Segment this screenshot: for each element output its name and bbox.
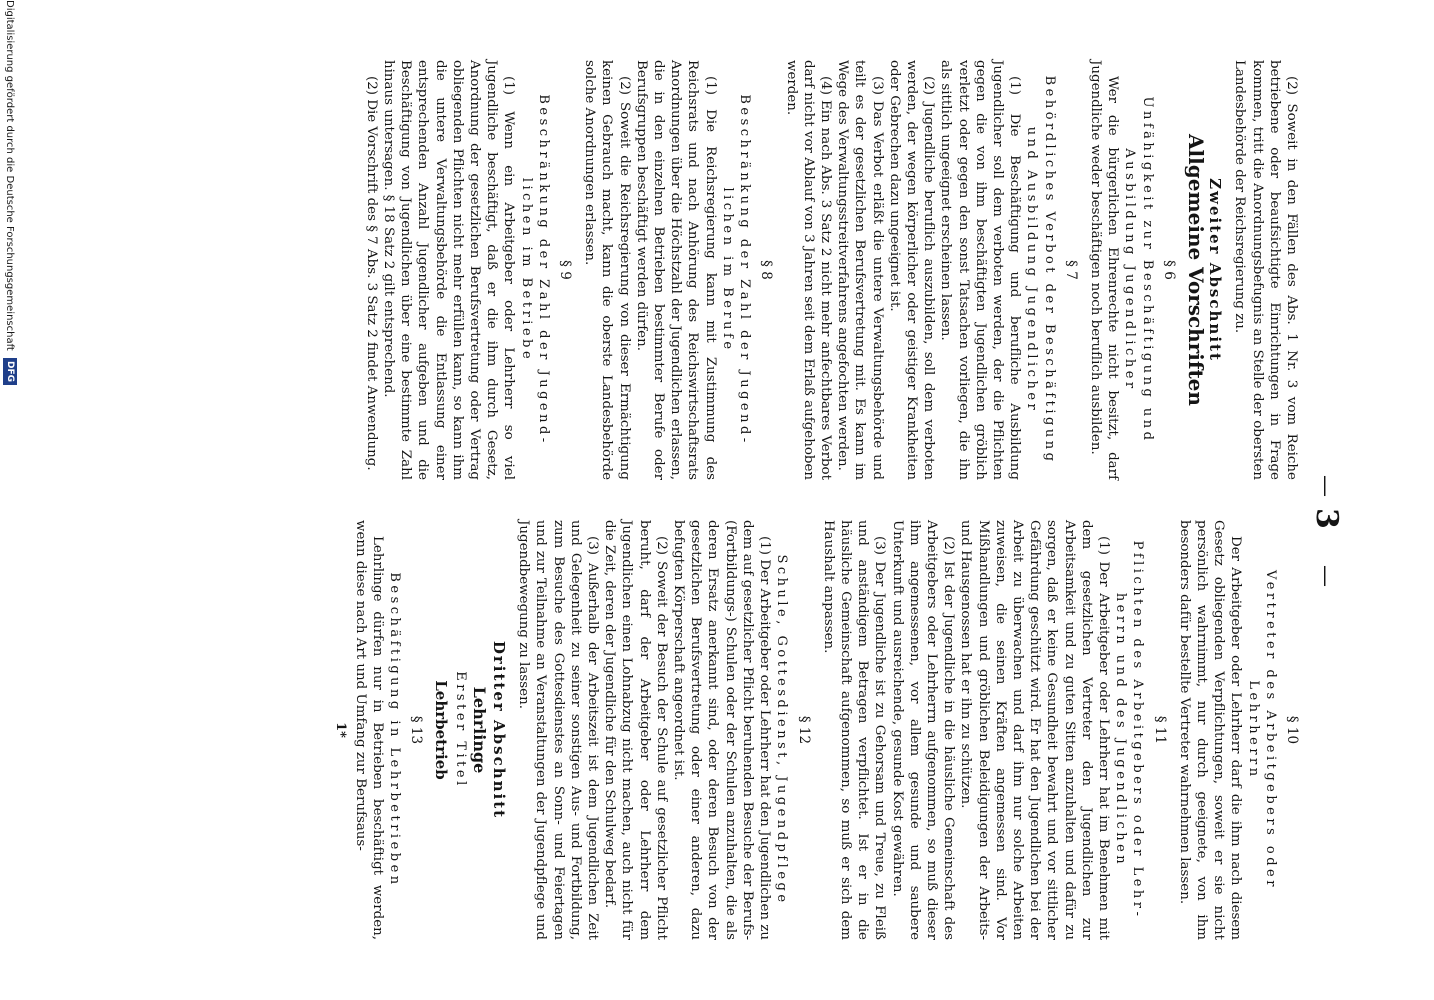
p10-text: Der Arbeitgeber oder Lehrherr darf die ihm nach diesem Gesetz obliegenden Verpflichtungen, soweit er sie nicht persönlich wahrnimmt, nur durch geeignete, von ihm besonders dafür bestellte Vertreter wahrnehmen lassen. — [1176, 520, 1244, 940]
p6-text: Wer die bürgerlichen Ehrenrechte nicht besitzt, darf Jugendliche weder beschäftigen noch beruflich ausbilden. — [1087, 60, 1121, 480]
header-dash-right: — — [1313, 565, 1338, 587]
p8-text-1: (1) Die Reichsregierung kann mit Zustimmung des Reichsrats und nach Anhörung des Reichswirtschaftsrats Anordnungen über die Höchstzahl der Jugendlichen erlassen, die in den einzelnen Betrieben bestimmter Berufe oder Berufsgruppen beschäftigt werden dürfen. — [633, 60, 718, 480]
p11-heading-line-1: Pflichten des Arbeitgebers oder Lehr- — [1130, 540, 1146, 920]
dfg-logo: DFG — [3, 358, 17, 385]
p7-heading-line-2: und Ausbildung Jugendlicher — [1024, 126, 1040, 414]
section-heading-2: Zweiter Abschnitt — [1206, 178, 1225, 362]
p7-heading-line-1: Behördliches Verbot der Beschäftigung — [1041, 75, 1057, 465]
right-column — [332, 520, 1300, 940]
paragraph-number-13: § 13 — [408, 715, 425, 745]
paragraph-number-12: § 12 — [795, 715, 812, 745]
p7-text-2: (2) Jugendliche beruflich auszubilden, soll dem verboten werden, der wegen körperlicher oder geistiger Krankheiten oder Gebrechen dazu ungeeignet ist. — [886, 60, 937, 480]
title-label: Erster Titel — [452, 671, 468, 789]
section-title-3: Lehrlinge — [469, 686, 489, 774]
p12-text-1: (1) Der Arbeitgeber oder Lehrherr hat den Jugendlichen zu dem auf gesetzlicher Pflicht beruhenden Besuche der Berufs- (Fortbildungs-) Schulen oder der Schulen anzuhalten, die als deren Ersatz anerkannt sind, oder deren Besuch von der gesetzlichen Berufsvertretung oder einer anderen, dazu befugten Körperschaft angeordnet ist. — [671, 520, 773, 940]
left-column — [363, 60, 1300, 480]
page-number: 3 — [1309, 508, 1344, 529]
p10-heading-line-1: Vertreter des Arbeitgebers oder — [1262, 570, 1278, 890]
paragraph-number-8: § 8 — [758, 260, 775, 280]
p6-heading-line-2: Ausbildung Jugendlicher — [1122, 148, 1138, 392]
p12-text-2: (2) Soweit der Besuch der Schule auf gesetzlicher Pflicht beruht, darf der Arbeitgeber oder Lehrherr dem Jugendlichen einen Lohnabzug nicht machen, auch nicht für die Zeit, deren der Jugendliche für den Schulweg bedarf. — [602, 520, 669, 940]
section-heading-3: Dritter Abschnitt — [490, 640, 509, 820]
p7-text-1: (1) Die Beschäftigung und berufliche Ausbildung Jugendlicher soll dem verboten werden, der die Pflichten gegen die von ihm beschäftigten Jugendlichen gröblich verletzt oder gegen den sonst Tatsachen vorliegen, die ihn als sittlich ungeeignet erscheinen lassen. — [938, 60, 1023, 480]
p8-text-2: (2) Soweit die Reichsregierung von dieser Ermächtigung keinen Gebrauch macht, kann die oberste Landesbehörde solche Anordnungen erlassen. — [582, 60, 632, 480]
credit-text: Digitalisierung gefördert durch die Deutsche Forschungsgemeinschaft — [4, 0, 15, 351]
p12-text-3: (3) Außerhalb der Arbeitszeit ist dem Jugendlichen Zeit und Gelegenheit zu seiner sonstigen Aus- und Fortbildung, zum Besuche des Gottesdienstes an Sonn- und Feiertagen und zur Teilnahme an Veranstaltungen der Jugendpflege und Jugendbewegung zu lassen. — [516, 520, 601, 940]
paragraph-number-6: § 6 — [1160, 260, 1177, 280]
p9-heading-line-2: lichen im Betriebe — [518, 177, 534, 363]
p9-heading-line-1: Beschränkung der Zahl der Jugend- — [535, 94, 551, 446]
p9-text-1: (1) Wenn ein Arbeitgeber oder Lehrherr so viel Jugendliche beschäftigt, daß er die ihm durch Gesetz, Anordnung der gesetzlichen Berufsvertretung oder Vertrag obliegenden Pflichten nicht mehr erfüllen kann, so kann ihm die untere Verwaltungsbehörde die Entlassung einer entsprechenden Anzahl Jugendlicher aufgeben und die Beschäftigung von Jugendlichen über eine bestimmte Zahl hinaus untersagen. § 18 Satz 2 gilt entsprechend. — [381, 60, 517, 480]
p12-heading: Schule, Gottesdienst, Jugendpflege — [774, 554, 790, 906]
p6-heading-line-1: Unfähigkeit zur Beschäftigung und — [1139, 96, 1155, 444]
p11-text-3: (3) Der Jugendliche ist zu Gehorsam und Treue, zu Fleiß und anständigem Betragen verpflichtet. Ist er in die häusliche Gemeinschaft aufgenommen, so muß er sich dem Haushalt anpassen. — [820, 520, 888, 940]
p11-text-1: (1) Der Arbeitgeber oder Lehrherr hat im Benehmen mit dem gesetzlichen Vertreter den Jugendlichen zur Arbeitsamkeit und zu guten Sitten anzuhalten und dafür zu sorgen, daß er keine Gesundheit bewahrt und vor sittlicher Gefährdung geschützt wird. Er hat den Jugendlichen bei der Arbeit zu überwachen und darf ihm nur solche Arbeiten zuweisen, die seinen Kräften angemessen sind. Vor Mißhandlungen und gröblichen Beleidigungen der Arbeits- und Hausgenossen hat er ihn zu schützen. — [958, 520, 1111, 940]
p9-text-2: (2) Die Vorschrift des § 7 Abs. 3 Satz 2 findet Anwendung. — [363, 76, 379, 471]
p8-heading-line-2: lichen im Berufe — [719, 187, 735, 353]
p13-text: Lehrlinge dürfen nur in Betrieben beschäftigt werden, wenn diese nach Art und Umfang zur Berufsaus- — [352, 520, 385, 940]
signature-mark: 1* — [333, 722, 349, 738]
p10-heading-line-2: Lehrherrn — [1245, 680, 1261, 780]
p13-heading: Beschäftigung in Lehrbetrieben — [387, 572, 403, 888]
p8-heading-line-1: Beschränkung der Zahl der Jugend- — [737, 94, 753, 446]
page-header — [1308, 0, 1344, 1000]
paragraph-number-7: § 7 — [1062, 260, 1079, 280]
paragraph-number-9: § 9 — [557, 260, 574, 280]
paragraph-number-11: § 11 — [1151, 715, 1168, 745]
subtitle-lehrbetrieb: Lehrbetrieb — [432, 680, 451, 780]
p11-text-2: (2) Ist der Jugendliche in die häusliche Gemeinschaft des Arbeitgebers oder Lehrherrn aufgenommen, so muß dieser ihm angemessenen, vor allem gesunde und saubere Unterkunft und ausreichende, gesunde Kost gewähren. — [889, 520, 957, 940]
p11-heading-line-2: herrn und des Jugendlichen — [1113, 592, 1129, 868]
section-title-2: Allgemeine Vorschriften — [1183, 134, 1208, 406]
intro-paragraph: (2) Soweit in den Fällen des Abs. 1 Nr. 3 vom Reiche betriebene oder beaufsichtigte Einrichtungen in Frage kommen, tritt die Anordnungsbefugnis an Stelle der obersten Landesbehörde der Reichsregierung zu. — [1232, 60, 1299, 480]
p7-text-3: (3) Das Verbot erläßt die untere Verwaltungsbehörde und teilt es der gesetzlichen Berufsvertretung mit. Es kann im Wege des Verwaltungsstreitverfahrens angefochten werden. — [835, 60, 885, 480]
digitization-credit — [0, 0, 18, 1000]
header-dash-left: — — [1313, 475, 1338, 497]
paragraph-number-10: § 10 — [1284, 715, 1300, 745]
p7-text-4: (4) Ein nach Abs. 3 Satz 2 nicht mehr anfechtbares Verbot darf nicht vor Ablauf von 3 Jahren seit dem Erlaß aufgehoben werden. — [783, 60, 833, 480]
